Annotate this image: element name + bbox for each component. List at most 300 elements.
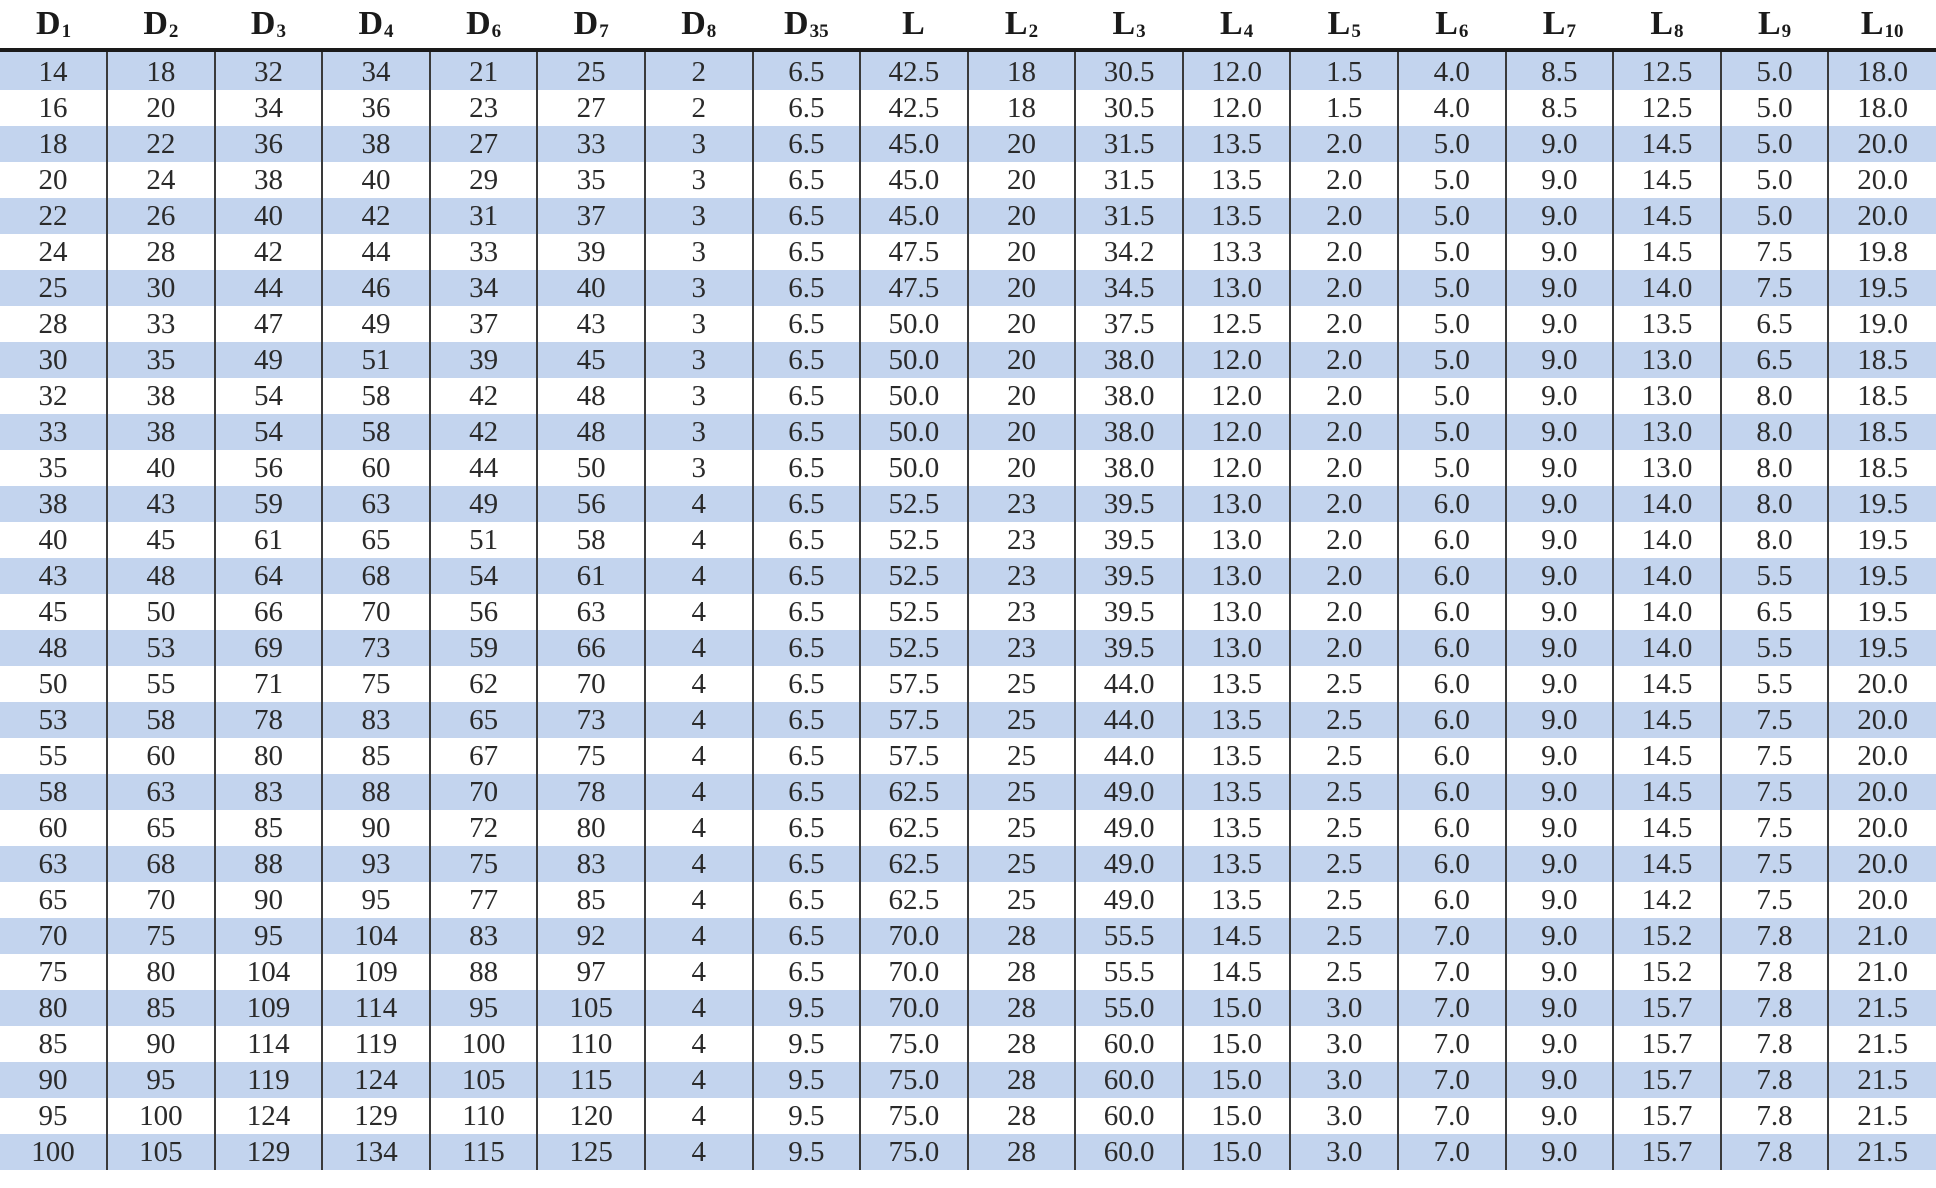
table-cell: 114	[322, 990, 430, 1026]
table-cell: 4	[645, 1134, 753, 1170]
table-cell: 9.0	[1506, 198, 1614, 234]
table-cell: 39	[537, 234, 645, 270]
table-cell: 16	[0, 90, 107, 126]
table-cell: 50.0	[860, 378, 968, 414]
table-row	[0, 270, 1936, 306]
table-row	[0, 954, 1936, 990]
column-header-symbol: D	[466, 5, 491, 42]
table-cell: 5.0	[1398, 450, 1506, 486]
table-cell: 9.0	[1506, 378, 1614, 414]
table-cell: 110	[430, 1098, 538, 1134]
table-cell: 20	[968, 450, 1076, 486]
table-cell: 38.0	[1075, 342, 1183, 378]
table-cell: 38	[107, 414, 215, 450]
table-cell: 20	[0, 162, 107, 198]
table-cell: 12.0	[1183, 450, 1291, 486]
table-cell: 75	[537, 738, 645, 774]
table-cell: 124	[322, 1062, 430, 1098]
column-header	[107, 0, 215, 50]
column-header-symbol: L	[1112, 5, 1136, 42]
table-cell: 13.0	[1183, 558, 1291, 594]
table-cell: 85	[215, 810, 323, 846]
table-cell: 38	[0, 486, 107, 522]
table-cell: 4	[645, 990, 753, 1026]
table-cell: 5.0	[1721, 50, 1829, 90]
table-cell: 45.0	[860, 126, 968, 162]
table-cell: 2.5	[1290, 702, 1398, 738]
table-cell: 14.5	[1613, 234, 1721, 270]
table-cell: 85	[107, 990, 215, 1026]
table-cell: 49	[430, 486, 538, 522]
table-row	[0, 234, 1936, 270]
table-cell: 5.0	[1398, 342, 1506, 378]
table-row	[0, 882, 1936, 918]
table-cell: 14.0	[1613, 522, 1721, 558]
table-cell: 7.5	[1721, 846, 1829, 882]
column-header-subscript: 8	[706, 21, 717, 42]
column-header-subscript: 3	[276, 21, 286, 42]
column-header	[322, 0, 430, 50]
column-header-symbol: D	[143, 5, 168, 42]
table-cell: 6.5	[753, 666, 861, 702]
table-cell: 6.0	[1398, 810, 1506, 846]
table-cell: 12.5	[1183, 306, 1291, 342]
table-cell: 115	[537, 1062, 645, 1098]
table-cell: 1.5	[1290, 90, 1398, 126]
table-cell: 30.5	[1075, 50, 1183, 90]
table-cell: 13.5	[1183, 198, 1291, 234]
table-cell: 31.5	[1075, 162, 1183, 198]
table-cell: 42	[322, 198, 430, 234]
table-cell: 15.7	[1613, 990, 1721, 1026]
column-header-subscript: 7	[1566, 21, 1576, 42]
column-header-subscript: 8	[1674, 21, 1684, 42]
table-cell: 6.5	[753, 378, 861, 414]
table-cell: 39	[430, 342, 538, 378]
column-header	[1506, 0, 1614, 50]
table-cell: 20	[968, 342, 1076, 378]
table-cell: 31	[430, 198, 538, 234]
table-cell: 5.0	[1398, 270, 1506, 306]
table-cell: 55.5	[1075, 954, 1183, 990]
table-cell: 64	[215, 558, 323, 594]
table-cell: 13.5	[1613, 306, 1721, 342]
table-row	[0, 522, 1936, 558]
column-header	[1613, 0, 1721, 50]
table-cell: 6.5	[753, 162, 861, 198]
table-cell: 5.0	[1398, 126, 1506, 162]
table-cell: 38	[215, 162, 323, 198]
table-cell: 39.5	[1075, 486, 1183, 522]
table-cell: 28	[968, 1026, 1076, 1062]
table-cell: 54	[215, 378, 323, 414]
table-cell: 33	[430, 234, 538, 270]
table-cell: 5.0	[1398, 234, 1506, 270]
table-cell: 61	[215, 522, 323, 558]
table-cell: 6.0	[1398, 522, 1506, 558]
table-cell: 7.0	[1398, 990, 1506, 1026]
table-cell: 44.0	[1075, 738, 1183, 774]
table-cell: 70	[537, 666, 645, 702]
table-cell: 49.0	[1075, 846, 1183, 882]
column-header-symbol: D	[573, 5, 599, 42]
table-cell: 50.0	[860, 414, 968, 450]
table-cell: 2.0	[1290, 306, 1398, 342]
table-cell: 95	[0, 1098, 107, 1134]
table-cell: 78	[537, 774, 645, 810]
table-cell: 20.0	[1828, 702, 1936, 738]
table-cell: 2.5	[1290, 810, 1398, 846]
table-cell: 13.5	[1183, 738, 1291, 774]
table-cell: 7.0	[1398, 954, 1506, 990]
table-cell: 14	[0, 50, 107, 90]
table-cell: 4	[645, 594, 753, 630]
table-cell: 3	[645, 234, 753, 270]
table-cell: 80	[537, 810, 645, 846]
table-cell: 3.0	[1290, 1098, 1398, 1134]
table-cell: 9.0	[1506, 522, 1614, 558]
table-cell: 49.0	[1075, 774, 1183, 810]
table-cell: 13.0	[1183, 486, 1291, 522]
column-header-subscript: 7	[599, 21, 609, 42]
table-cell: 7.0	[1398, 918, 1506, 954]
table-cell: 57.5	[860, 738, 968, 774]
table-cell: 21.5	[1828, 990, 1936, 1026]
table-row	[0, 1134, 1936, 1170]
table-cell: 3	[645, 126, 753, 162]
table-cell: 119	[215, 1062, 323, 1098]
table-cell: 50.0	[860, 306, 968, 342]
table-cell: 35	[107, 342, 215, 378]
table-cell: 2.0	[1290, 234, 1398, 270]
table-cell: 42.5	[860, 50, 968, 90]
table-cell: 9.0	[1506, 414, 1614, 450]
table-cell: 60	[322, 450, 430, 486]
table-cell: 42	[215, 234, 323, 270]
table-cell: 4	[645, 666, 753, 702]
table-cell: 18.5	[1828, 342, 1936, 378]
table-cell: 54	[430, 558, 538, 594]
table-cell: 6.5	[753, 954, 861, 990]
table-cell: 13.5	[1183, 846, 1291, 882]
table-cell: 28	[0, 306, 107, 342]
table-cell: 65	[107, 810, 215, 846]
table-cell: 14.5	[1613, 810, 1721, 846]
table-cell: 134	[322, 1134, 430, 1170]
table-cell: 115	[430, 1134, 538, 1170]
table-cell: 9.0	[1506, 918, 1614, 954]
table-cell: 5.0	[1398, 414, 1506, 450]
table-cell: 4	[645, 630, 753, 666]
table-cell: 28	[968, 1062, 1076, 1098]
table-cell: 3.0	[1290, 1062, 1398, 1098]
table-cell: 4	[645, 918, 753, 954]
table-cell: 6.5	[753, 774, 861, 810]
table-cell: 4.0	[1398, 50, 1506, 90]
column-header-symbol: L	[1757, 5, 1781, 42]
table-cell: 80	[107, 954, 215, 990]
table-cell: 66	[215, 594, 323, 630]
table-cell: 49.0	[1075, 810, 1183, 846]
table-cell: 3	[645, 342, 753, 378]
table-cell: 18	[0, 126, 107, 162]
table-cell: 12.0	[1183, 50, 1291, 90]
table-cell: 75.0	[860, 1026, 968, 1062]
table-cell: 83	[537, 846, 645, 882]
table-cell: 18.0	[1828, 90, 1936, 126]
table-cell: 50.0	[860, 342, 968, 378]
table-cell: 13.0	[1183, 594, 1291, 630]
table-cell: 25	[968, 666, 1076, 702]
table-cell: 20	[968, 234, 1076, 270]
table-cell: 9.0	[1506, 342, 1614, 378]
table-cell: 14.5	[1613, 774, 1721, 810]
table-cell: 93	[322, 846, 430, 882]
table-cell: 37	[537, 198, 645, 234]
table-cell: 9.0	[1506, 810, 1614, 846]
table-cell: 40	[322, 162, 430, 198]
table-cell: 9.5	[753, 1098, 861, 1134]
table-cell: 27	[537, 90, 645, 126]
table-cell: 9.5	[753, 1026, 861, 1062]
table-cell: 14.5	[1613, 738, 1721, 774]
table-cell: 53	[107, 630, 215, 666]
table-cell: 105	[537, 990, 645, 1026]
table-cell: 56	[430, 594, 538, 630]
table-cell: 68	[107, 846, 215, 882]
table-row	[0, 162, 1936, 198]
table-cell: 31.5	[1075, 126, 1183, 162]
table-cell: 2.5	[1290, 738, 1398, 774]
table-cell: 77	[430, 882, 538, 918]
table-cell: 9.0	[1506, 738, 1614, 774]
column-header	[1828, 0, 1936, 50]
table-cell: 52.5	[860, 486, 968, 522]
table-cell: 23	[968, 558, 1076, 594]
table-cell: 83	[215, 774, 323, 810]
table-cell: 90	[0, 1062, 107, 1098]
table-cell: 9.0	[1506, 990, 1614, 1026]
table-row	[0, 1062, 1936, 1098]
table-row	[0, 630, 1936, 666]
table-cell: 20	[968, 414, 1076, 450]
table-cell: 92	[537, 918, 645, 954]
table-cell: 14.0	[1613, 270, 1721, 306]
table-cell: 25	[0, 270, 107, 306]
table-cell: 83	[322, 702, 430, 738]
table-cell: 13.5	[1183, 162, 1291, 198]
table-cell: 2.0	[1290, 342, 1398, 378]
table-cell: 14.5	[1613, 162, 1721, 198]
table-row	[0, 702, 1936, 738]
table-row	[0, 126, 1936, 162]
table-cell: 7.5	[1721, 234, 1829, 270]
table-cell: 18	[968, 90, 1076, 126]
table-cell: 45.0	[860, 162, 968, 198]
table-cell: 28	[968, 990, 1076, 1026]
table-cell: 88	[215, 846, 323, 882]
table-cell: 6.5	[753, 882, 861, 918]
table-cell: 3	[645, 450, 753, 486]
table-cell: 60.0	[1075, 1062, 1183, 1098]
table-cell: 65	[430, 702, 538, 738]
table-row	[0, 414, 1936, 450]
table-cell: 21.5	[1828, 1098, 1936, 1134]
table-row	[0, 50, 1936, 90]
table-cell: 75.0	[860, 1062, 968, 1098]
table-cell: 13.5	[1183, 774, 1291, 810]
column-header-symbol: L	[1435, 5, 1458, 42]
table-cell: 67	[430, 738, 538, 774]
table-cell: 13.0	[1183, 630, 1291, 666]
table-cell: 2.5	[1290, 918, 1398, 954]
table-cell: 58	[107, 702, 215, 738]
table-cell: 6.5	[1721, 594, 1829, 630]
table-cell: 12.5	[1613, 50, 1721, 90]
table-cell: 18.5	[1828, 378, 1936, 414]
table-cell: 26	[107, 198, 215, 234]
table-cell: 45	[107, 522, 215, 558]
table-cell: 25	[968, 846, 1076, 882]
table-cell: 18.5	[1828, 450, 1936, 486]
table-cell: 7.8	[1721, 1026, 1829, 1062]
table-cell: 6.5	[753, 486, 861, 522]
table-cell: 119	[322, 1026, 430, 1062]
table-cell: 5.0	[1721, 162, 1829, 198]
column-header-subscript: 10	[1884, 21, 1904, 42]
table-cell: 49	[322, 306, 430, 342]
table-cell: 2.0	[1290, 378, 1398, 414]
table-cell: 5.0	[1721, 198, 1829, 234]
table-cell: 7.8	[1721, 990, 1829, 1026]
table-cell: 21.0	[1828, 918, 1936, 954]
table-cell: 6.0	[1398, 486, 1506, 522]
table-cell: 44	[322, 234, 430, 270]
table-cell: 56	[537, 486, 645, 522]
table-cell: 100	[107, 1098, 215, 1134]
table-cell: 7.8	[1721, 954, 1829, 990]
table-cell: 42.5	[860, 90, 968, 126]
table-cell: 125	[537, 1134, 645, 1170]
table-cell: 15.2	[1613, 954, 1721, 990]
table-cell: 2.5	[1290, 882, 1398, 918]
table-cell: 14.0	[1613, 594, 1721, 630]
table-cell: 70	[430, 774, 538, 810]
table-cell: 60.0	[1075, 1134, 1183, 1170]
table-cell: 60	[0, 810, 107, 846]
table-cell: 50.0	[860, 450, 968, 486]
table-cell: 14.0	[1613, 486, 1721, 522]
table-header	[0, 0, 1936, 50]
table-cell: 23	[968, 630, 1076, 666]
table-row	[0, 774, 1936, 810]
table-cell: 15.0	[1183, 1062, 1291, 1098]
table-cell: 62.5	[860, 846, 968, 882]
table-cell: 104	[215, 954, 323, 990]
table-cell: 20.0	[1828, 774, 1936, 810]
column-header-symbol: L	[1327, 5, 1351, 42]
table-cell: 4.0	[1398, 90, 1506, 126]
table-cell: 6.5	[753, 198, 861, 234]
table-cell: 9.0	[1506, 630, 1614, 666]
table-cell: 20	[968, 306, 1076, 342]
table-cell: 34.2	[1075, 234, 1183, 270]
table-cell: 47.5	[860, 234, 968, 270]
table-cell: 23	[968, 486, 1076, 522]
column-header	[1183, 0, 1291, 50]
table-cell: 88	[322, 774, 430, 810]
table-cell: 4	[645, 738, 753, 774]
table-cell: 32	[215, 50, 323, 90]
table-cell: 43	[0, 558, 107, 594]
table-cell: 95	[322, 882, 430, 918]
table-cell: 9.0	[1506, 306, 1614, 342]
column-header	[0, 0, 107, 50]
table-cell: 8.0	[1721, 486, 1829, 522]
table-cell: 4	[645, 702, 753, 738]
table-cell: 12.0	[1183, 90, 1291, 126]
table-cell: 7.8	[1721, 918, 1829, 954]
table-cell: 9.0	[1506, 1062, 1614, 1098]
column-header-symbol: L	[1542, 5, 1566, 42]
table-cell: 52.5	[860, 522, 968, 558]
table-cell: 48	[537, 414, 645, 450]
table-cell: 5.0	[1721, 90, 1829, 126]
table-cell: 6.5	[753, 234, 861, 270]
table-cell: 13.0	[1613, 378, 1721, 414]
table-cell: 20.0	[1828, 198, 1936, 234]
table-row	[0, 378, 1936, 414]
column-header-subscript: 6	[491, 21, 502, 42]
table-cell: 85	[322, 738, 430, 774]
table-cell: 14.5	[1183, 918, 1291, 954]
table-cell: 4	[645, 486, 753, 522]
table-cell: 23	[968, 522, 1076, 558]
table-cell: 6.5	[753, 630, 861, 666]
table-cell: 8.0	[1721, 450, 1829, 486]
table-cell: 2.0	[1290, 558, 1398, 594]
table-cell: 14.5	[1613, 198, 1721, 234]
table-cell: 75	[0, 954, 107, 990]
table-cell: 20.0	[1828, 882, 1936, 918]
table-cell: 13.0	[1183, 522, 1291, 558]
table-cell: 6.5	[753, 738, 861, 774]
table-cell: 2.5	[1290, 666, 1398, 702]
column-header-symbol: L	[1004, 5, 1028, 42]
table-cell: 14.5	[1613, 702, 1721, 738]
table-cell: 13.0	[1183, 270, 1291, 306]
table-cell: 9.0	[1506, 954, 1614, 990]
table-cell: 7.8	[1721, 1062, 1829, 1098]
table-cell: 9.0	[1506, 1098, 1614, 1134]
table-cell: 4	[645, 522, 753, 558]
table-cell: 6.0	[1398, 594, 1506, 630]
table-cell: 73	[322, 630, 430, 666]
table-cell: 15.0	[1183, 990, 1291, 1026]
table-cell: 28	[968, 1134, 1076, 1170]
table-cell: 30	[107, 270, 215, 306]
table-cell: 3.0	[1290, 990, 1398, 1026]
table-cell: 3	[645, 162, 753, 198]
table-cell: 7.0	[1398, 1134, 1506, 1170]
table-cell: 32	[0, 378, 107, 414]
table-cell: 75.0	[860, 1134, 968, 1170]
column-header	[215, 0, 323, 50]
table-cell: 21.5	[1828, 1026, 1936, 1062]
table-cell: 58	[537, 522, 645, 558]
table-cell: 75	[107, 918, 215, 954]
table-cell: 19.5	[1828, 522, 1936, 558]
